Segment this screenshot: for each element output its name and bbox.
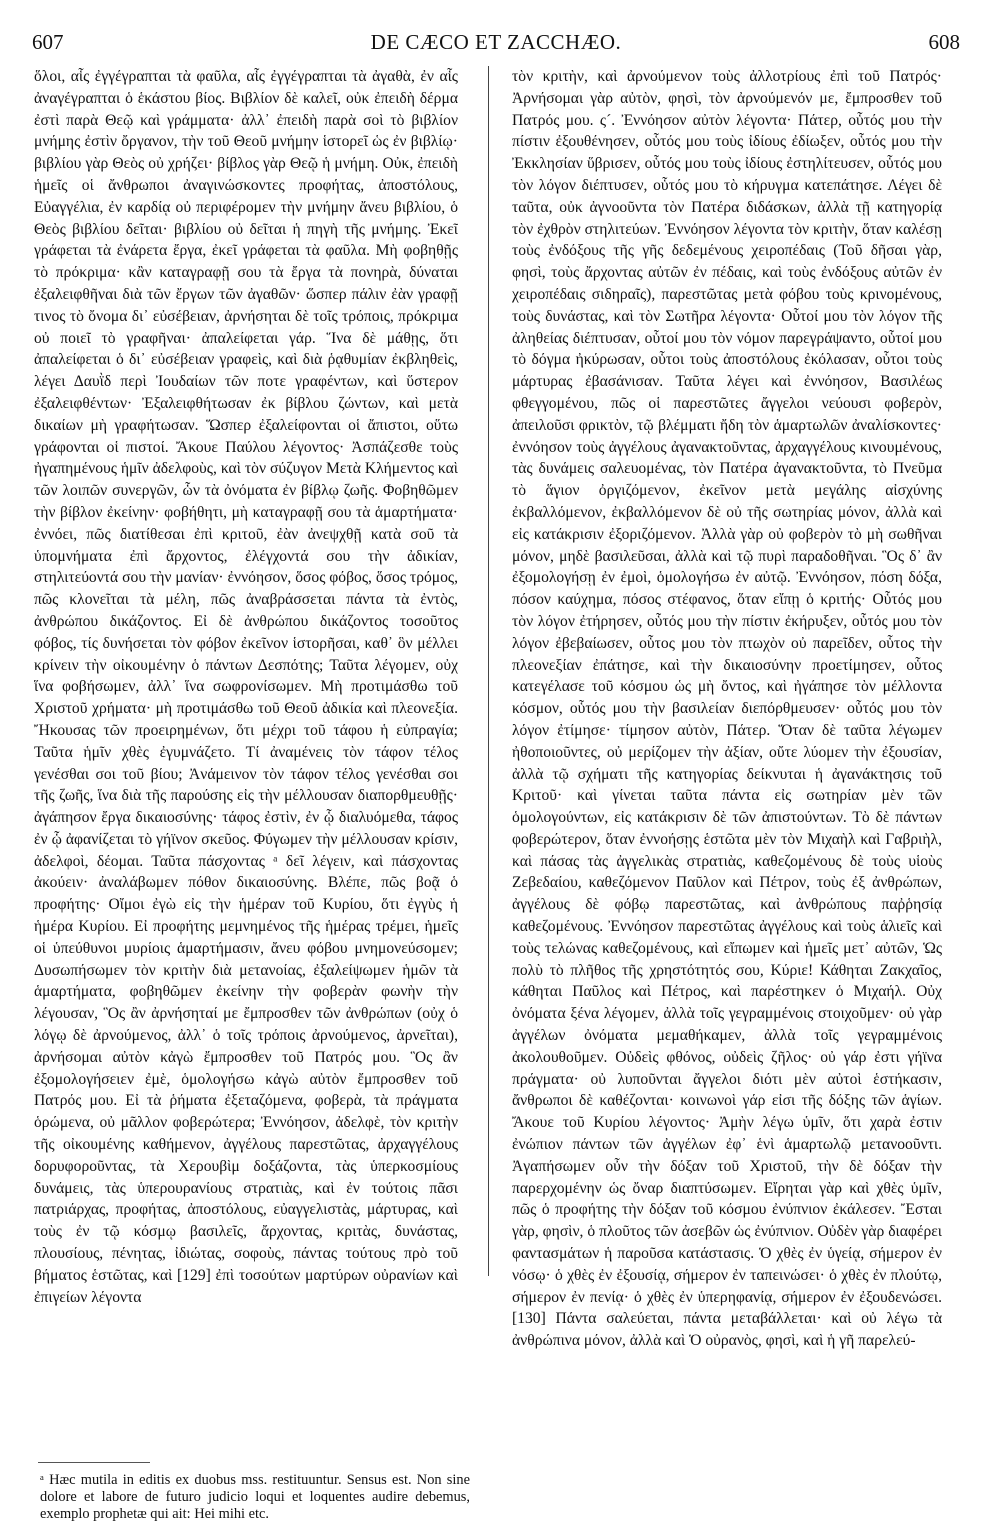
left-column (34, 66, 458, 1471)
footnote: ᵃ Hæc mutila in editis ex duobus mss. restituuntur. Sensus est. Non sine dolore et labore de futuro judicio loqui et loquentes audire debemus, exemplo prophetæ qui ait: Hei mihi etc. (40, 1472, 470, 1522)
right-page-number: 608 (928, 30, 960, 54)
left-page-number: 607 (32, 30, 64, 54)
running-title: DE CÆCO ET ZACCHÆO. (370, 30, 622, 54)
column-divider (488, 66, 489, 1276)
right-column (512, 66, 942, 1471)
right-column-text: τὸν κριτὴν, καὶ ἀρνούμενον τοὺς ἀλλοτρίους ἐπὶ τοῦ Πατρός· Ἀρνήσομαι γὰρ αὐτὸν, φησὶ, τὸν ἀρνούμενόν με, ἔμπροσθεν τοῦ Πατρός μου. ς´. Ἐννόησον αὐτὸν λέγοντα· Πάτερ, οὗτός μου τὴν πίστιν ἐξουθένησεν, οὗτός μου τοὺς ἰδίους ἐδίωξεν, οὗτός μου τὴν Ἐκκλησίαν ὕβρισεν, οὗτός μου τοὺς ἰδίους ἐστηλίτευσεν, οὗτός μου τὸν λόγον διέπτυσεν, οὗτός μου τὸ κήρυγμα κατεπάτησε. Λέγει δὲ ταῦτα, οὐκ ἀγνοοῦντα τὸν Πατέρα διδάσκων, ἀλλὰ τῇ κατηγορίᾳ τὸν ἐχθρὸν στηλιτεύων. Ἐννόησον λέγοντα τὸν κριτὴν, ὅταν καλέσῃ τοὺς ἐνδόξους τῆς γῆς δεδεμένους χειροπέδαις (Τοῦ δῆσαι γὰρ, φησὶ, τοὺς ἄρχοντας αὐτῶν ἐν πέδαις, καὶ τοὺς ἐνδόξους αὐτῶν ἐν χειροπέδαις σιδηραῖς), παρεστῶτας μετὰ φόβου τοὺς κρινομένους, τοὺς δυνάστας, καὶ τὸν Σωτῆρα λέγοντα· Οὗτοί μου τὸν λόγον τῆς ἀληθείας διέπτυσαν, οὗτοί μου τὸν νόμον παρεγράψαντο, οὗτοί μου τὸ δόγμα ἠκύρωσαν, οὗτοι τοὺς ἀποστόλους ἐκόλασαν, οὗτοι τοὺς μάρτυρας ἐβασάνισαν. Ταῦτα λέγει καὶ ἐννόησον, Βασιλέως φθεγγομένου, πῶς οἱ παρεστῶτες ἄγγελοι νεύουσι φοβερὸν, ἀπειλοῦσι φρικτὸν, τῷ βλέμματι ἤδη τὸν ἁμαρτωλῶν ἀναλίσκοντες· ἐννόησον τοὺς ἀγγέλους ἀγανακτοῦντας, ἀρχαγγέλους κινουμένους, τὰς δυνάμεις σαλευομένας, τὸν Πατέρα ἀγανακτοῦντα, τὸ Πνεῦμα τὸ ἅγιον ὀργιζόμενον, ἐκεῖνον μετὰ μεγάλης αἰσχύνης ἐκβαλλόμενον, ἐκβαλλόμενον δὲ οὐ τῆς σωτηρίας μόνον, ἀλλὰ καὶ εἰς κατάκρισιν ἐξοριζόμενον. Ἀλλὰ γὰρ οὐ φοβερὸν τὸ μὴ σωθῆναι μόνον, μηδὲ βασιλεῦσαι, ἀλλὰ καὶ τῷ πυρὶ παραδοθῆναι. Ὃς δ᾽ ἂν ἐξομολογήσῃ ἐν ἐμοὶ, ὁμολογήσω ἐν αὐτῷ. Ἐννόησον, πόση δόξα, πόσον καύχημα, πόσος στέφανος, ὅταν εἴπῃ ὁ κριτής· Οὗτός μου τὸν λόγον ἐτήρησεν, οὗτός μου τὴν πίστιν ἐκήρυξεν, οὗτός μου τὸν λόγον ἐβεβαίωσεν, οὗτος μου τὸν πτωχὸν οὐ παρεῖδεν, οὗτος τὴν πλεονεξίαν ἐπάτησε, καὶ τὴν δικαιοσύνην προετίμησεν, οὗτος κατεγέλασε τοῦ κόσμου ὡς μὴ ὄντος, καὶ ἠγάπησε τὸν μέλλοντα κόσμον, οὗτός μου τὴν βασιλείαν διεπόρθμευσεν· οὗτός μου τὸν λόγον ἐτίμησε· τίμησον αὐτὸν, Πάτερ. Ὅταν δὲ ταῦτα λέγωμεν ἠθοποιοῦντες, οὐ μερίζομεν τὴν ἀξίαν, οὔτε λύομεν τὴν ἐξουσίαν, ἀλλὰ τῷ σχήματι τῆς κατηγορίας δείκνυται ἡ ἀγανάκτησις τοῦ Κριτοῦ· καὶ γίνεται ταῦτα πάντα εἰς σωτηρίαν μὲν τῶν ὁμολογούντων, εἰς κατάκρισιν δὲ τῶν ἀπιστούντων. Τὸ δὲ πάντων φοβερώτερον, ὅταν ἐννοήσῃς ἑστῶτα μὲν τὸν Μιχαὴλ καὶ Γαβριὴλ, καὶ πάσας τὰς ἀγγελικὰς στρατιὰς, καθεζομένους δὲ τοὺς υἱοὺς Ζεβεδαίου, καθεζόμενον Παῦλον καὶ Πέτρον, τοὺς ἐξ ἀνθρώπων, ἀγγέλους δὲ φόβῳ παρεστῶτας, καὶ ἀνθρώπους παῤῥησίᾳ καθεζομένους. Ἐννόησον παρεστῶτας ἀγγέλους καὶ τοὺς ἁλιεῖς καὶ τοὺς τελώνας καθεζομένους, καὶ εἴπωμεν καὶ ἡμεῖς μετ᾽ αὐτῶν, Ὡς πολὺ τὸ πλῆθος τῆς χρηστότητός σου, Κύριε! Κάθηται Ζακχαῖος, κάθηται Παῦλος καὶ Πέτρος, καὶ παρέστηκεν ὁ Μιχαήλ. Οὐχ ὀνόματα ξένα λέγομεν, ἀλλὰ τοῖς γεγραμμένοις στοιχοῦμεν· οὐ γὰρ ἀγγέλων ὀνόματα μεμαθήκαμεν, ἀλλὰ τοῖς γεγραμμένοις ἀκολουθοῦμεν. Οὐδεὶς φθόνος, οὐδεὶς ζῆλος· οὐ γάρ ἐστι γήϊνα πράγματα· οὐ λυποῦνται ἄγγελοι διότι μὲν αὐτοὶ ἑστήκασιν, ἄνθρωποι δὲ καθέζονται· κοινωνοὶ γάρ εἰσι τῆς δόξης τῶν ἁγίων. Ἄκουε τοῦ Κυρίου λέγοντος· Ἀμὴν λέγω ὑμῖν, ὅτι χαρὰ ἐστιν ἐνώπιον πάντων τῶν ἀγγέλων ἐφ᾽ ἑνὶ ἁμαρτωλῷ μετανοοῦντι. Ἀγαπήσωμεν οὖν τὴν δόξαν τοῦ Χριστοῦ, τὴν δὲ δόξαν τὴν παρερχομένην ὡς ὄναρ διαπτύσωμεν. Εἴρηται γὰρ καὶ χθὲς ὑμῖν, πῶς ὁ προφήτης τὴν δόξαν τοῦ κόσμου ἐνύπνιον ἐκάλεσεν. Ἔσται γὰρ, φησὶν, ὁ πλοῦτος τῶν ἀσεβῶν ὡς ἐνύπνιον. Οὐδὲν γὰρ διαφέρει φαντασμάτων ἡ παροῦσα κατάστασις. Ὁ χθὲς ἐν ὑγείᾳ, σήμερον ἐν νόσῳ· ὁ χθὲς ἐν ἐξουσίᾳ, σήμερον ἐν ταπεινώσει· ὁ χθὲς ἐν πλούτῳ, σήμερον ἐν πενίᾳ· ὁ χθὲς ἐν ὑπερηφανίᾳ, σήμερον ἐν ἐξουδενώσει. [130] Πάντα σαλεύεται, πάντα μεταβάλλεται· καὶ οὐ λέγω τὰ ἀνθρώπινα μόνον, ἀλλὰ καὶ Ὁ οὐρανὸς, φησὶ, καὶ ἡ γῆ παρελεύ- (512, 68, 942, 1350)
left-column-text: ὅλοι, αἷς ἐγγέγραπται τὰ φαῦλα, αἷς ἐγγέγραπται τὰ ἀγαθὰ, ἐν αἷς ἀναγέγραπται ὁ ἑκάστου βίος. Βιβλίον δὲ καλεῖ, οὐκ ἐπειδὴ δέρμα ἐστὶ παρὰ Θεῷ καὶ γράμματα· ἀλλ᾽ ἐπειδὴ παρὰ σοὶ τὸ βιβλίον μνήμης ἐστὶν ὄργανον, τὴν τοῦ Θεοῦ μνήμην ἱστορεῖ ὡς ἐν βιβλίῳ· βιβλίου γὰρ Θεὸς οὐ χρήζει· βίβλος γὰρ Θεῷ ἡ μνήμη. Οὐκ, ἐπειδὴ ἡμεῖς οἱ ἄνθρωποι ἀναγινώσκοντες προφήτας, ἀποστόλους, Εὐαγγέλια, ἐν καρδίᾳ οὐ περιφέρομεν τὴν μνήμην ἄνευ βιβλίου, ὁ Θεὸς βιβλίου δεῖται· βιβλίου οὐ δεῖται ἡ πηγὴ τῆς μνήμης. Ἐκεῖ γράφεται τὰ ἐνάρετα ἔργα, ἐκεῖ γράφεται τὰ φαῦλα. Μὴ φοβηθῇς τὸ πρόκριμα· κἂν καταγραφῇ σου τὰ ἔργα τὰ πονηρὰ, δύναται ἐξαλειφθῆναι διὰ τῶν ἔργων τῶν ἀγαθῶν· ὥσπερ πάλιν ἐὰν γραφῇ τινος τὸ ὄνομα δι᾽ εὐσέβειαν, ἀρνήσηται δὲ τοῖς τρόποις, πρόκριμα οὐ ποιεῖ τὸ γραφῆναι· ἀπαλείφεται γάρ. Ἵνα δὲ μάθῃς, ὅτι ἀπαλείφεται ὁ δι᾽ εὐσέβειαν γραφεὶς, καὶ διὰ ῥᾳθυμίαν ἐκβληθεὶς, λέγει Δαυῒδ περὶ Ἰουδαίων τῶν ποτε γραφέντων, καὶ ὕστερον ἐξαλειφθέντων· Ἐξαλειφθήτωσαν ἐκ βίβλου ζώντων, καὶ μετὰ δικαίων μὴ γραφήτωσαν. Ὥσπερ ἐξαλείφονται οἱ ἄπιστοι, οὕτω γράφονται οἱ πιστοί. Ἄκουε Παύλου λέγοντος· Ἀσπάζεσθε τοὺς ἠγαπημένους ἡμῖν ἀδελφοὺς, καὶ τὸν σύζυγον Μετὰ Κλήμεντος καὶ τῶν λοιπῶν συνεργῶν, ὧν τὰ ὀνόματα ἐν βίβλῳ ζωῆς. Φοβηθῶμεν τὴν βίβλον ἐκείνην· φοβήθητι, μὴ καταγραφῇ σου τὰ ἁμαρτήματα· ἐννόει, πῶς διατίθεσαι ἐπὶ κριτοῦ, ἐὰν ἀνεψχθῇ κατὰ σοῦ τὰ ὑπομνήματα ἐπὶ ἄρχοντος, ἐλέγχοντά σου τὴν ἀδικίαν, στηλιτεύοντά σου τὴν μανίαν· ἐννόησον, ὅσος φόβος, ὅσος τρόμος, πῶς κλονεῖται τὰ μέλη, πῶς ἀναβράσσεται πάντα τὰ ἐντὸς, ἀνθρώπου δικάζοντος. Εἰ δὲ ἀνθρώπου δικάζοντος τοσοῦτος φόβος, τίς δυνήσεται τὸν φόβον ἐκεῖνον ἱστορῆσαι, καθ᾽ ὃν μέλλει κρίνειν τὴν οἰκουμένην ὁ πάντων Δεσπότης; Ταῦτα λέγομεν, οὐχ ἵνα φοβήσωμεν, ἀλλ᾽ ἵνα σωφρονίσωμεν. Μὴ προτιμάσθω τοῦ Χριστοῦ χρήματα· μὴ προτιμάσθω τοῦ Θεοῦ ἀδικία καὶ πλεονεξία. Ἤκουσας τῶν προειρημένων, ὅτι μέχρι τοῦ τάφου ἡ εὐπραγία; Ταῦτα ἡμῖν χθὲς ἐγυμνάζετο. Τί ἀναμένεις τὸν τάφον τέλος γενέσθαι σοι τοῦ βίου; Ἀνάμεινον τὸν τάφον τέλος γενέσθαι σοι τῆς ζωῆς, ἵνα διὰ τῆς παρούσης εἰς τὴν μέλλουσαν διαπορθμευθῇς· ἀγάπησον ἔργα δικαιοσύνης· τάφος ἐστὶν, ἐν ᾧ διαλυόμεθα, τάφος ἐν ᾧ ἀφανίζεται τὸ γήϊνον σκεῦος. Φύγωμεν τὴν μέλλουσαν κρίσιν, ἀδελφοὶ, δέομαι. Ταῦτα πάσχοντας ᵃ δεῖ λέγειν, καὶ πάσχοντας ἀκούειν· ἀναλάβωμεν πόθον δικαιοσύνης. Βλέπε, πῶς βοᾷ ὁ προφήτης· Οἴμοι ἐγὼ εἰς τὴν ἡμέραν τοῦ Κυρίου, ὅτι ἐγγὺς ἡ ἡμέρα Κυρίου. Εἰ προφήτης μεμνημένος τῆς ἡμέρας τρέμει, ἡμεῖς οἱ ὑπεύθυνοι μυρίοις ἁμαρτήμασιν, ἄνευ φόβου μνημονεύσομεν; Δυσωπήσωμεν τὸν κριτὴν διὰ μετανοίας, ἐξαλείψωμεν ἡμῶν τὰ ἁμαρτήματα, φοβηθῶμεν ἐκείνην τὴν φοβερὰν φωνὴν τὴν λέγουσαν, Ὃς ἂν ἀρνήσηταί με ἔμπροσθεν τῶν ἀνθρώπων (οὐχ ὁ λόγῳ δὲ ἀρνούμενος, ἀλλ᾽ ὁ τοῖς τρόποις ἀρνούμενος, ἀρνεῖται), ἀρνήσομαι αὐτὸν κἀγὼ ἔμπροσθεν τοῦ Πατρός μου. Ὃς ἂν ἐξομολογήσειεν ἐμὲ, ὁμολογήσω κἀγὼ αὐτὸν ἔμπροσθεν τοῦ Πατρός μου. Εἰ τὰ ῥήματα ἐξεταζόμενα, φοβερὰ, τὰ πράγματα ὁρώμενα, οὐ μᾶλλον φοβερώτερα; Ἐννόησον, ἀδελφὲ, τὸν κριτὴν τῆς οἰκουμένης καθήμενον, ἀγγέλους παρεστῶτας, ἀρχαγγέλους δορυφοροῦντας, τὰ Χερουβὶμ δοξάζοντα, τὰς ὑπερκοσμίους δυνάμεις, τὰς ὑπερουρανίους στρατιὰς, καὶ ἐν τούτοις πᾶσι πατριάρχας, προφήτας, ἀποστόλους, εὐαγγελιστὰς, μάρτυρας, καὶ τοὺς ἐν τῷ κόσμῳ βασιλεῖς, ἄρχοντας, κριτὰς, δυνάστας, πλουσίους, πένητας, ἰδιώτας, σοφοὺς, πάντας τούτους πρὸ τοῦ βήματος ἑστῶτας, καὶ [129] ἐπὶ τοσούτων μαρτύρων οὐρανίων καὶ ἐπιγείων λέγοντα (34, 68, 458, 1306)
running-head (32, 30, 960, 56)
footnote-rule (38, 1462, 150, 1463)
